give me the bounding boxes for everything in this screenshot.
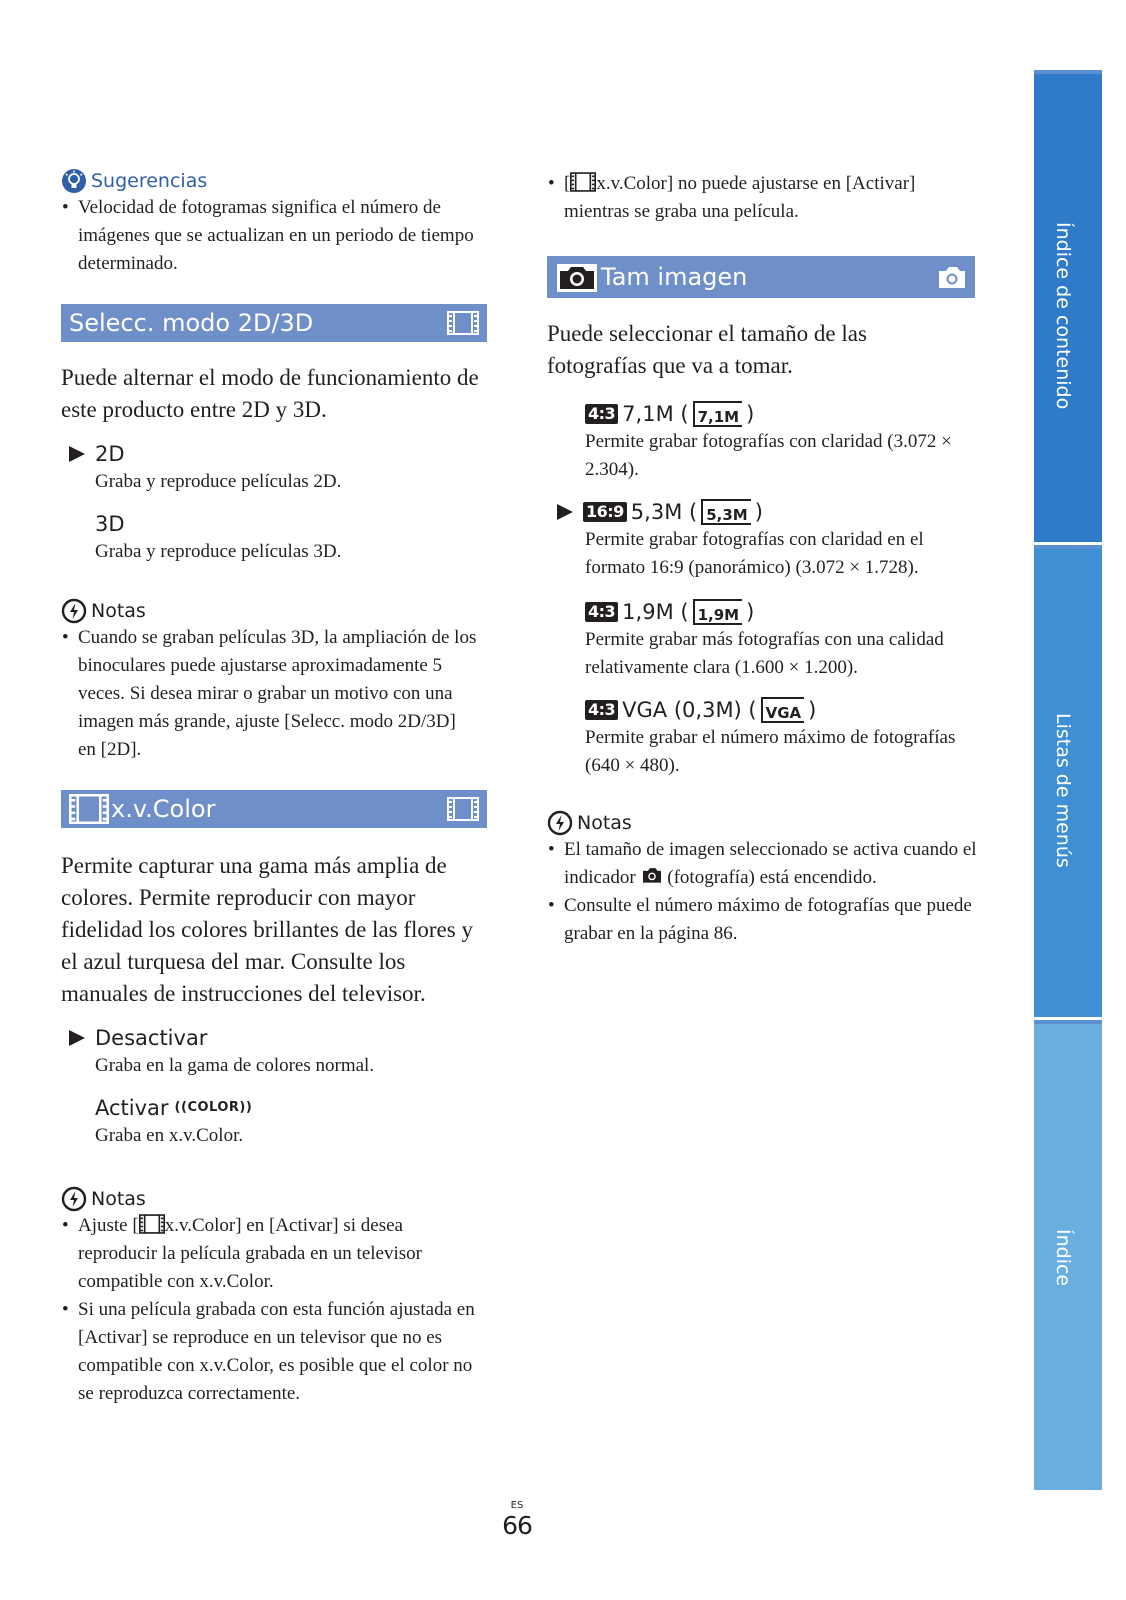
list-item <box>547 170 984 226</box>
option-label-close: ) <box>808 698 817 722</box>
tips-header <box>61 168 487 194</box>
aspect-badge: 16:9 <box>583 502 627 522</box>
option-desc: Permite grabar fotografías con claridad en el formato 16:9 (panorámico) (3.072 × 1.728). <box>585 529 924 578</box>
size-option[interactable] <box>585 598 975 682</box>
film-icon <box>447 797 479 821</box>
list-item: • Si una película grabada con esta función ajustada en [Activar] se reproduce en un televisor que no es compatible con x.v.Color, es posible que el color no se reproduzca correctamente. <box>61 1296 478 1408</box>
xvcolor-icon-label: COLOR <box>187 1100 240 1115</box>
size-option[interactable] <box>585 696 975 780</box>
section-lead: Puede seleccionar el tamaño de las fotografías que va a tomar. <box>547 321 867 378</box>
note-text: (fotografía) está encendido. <box>667 867 877 888</box>
option-desc: Permite grabar fotografías con claridad (3.072 × 2.304). <box>585 431 952 480</box>
page-lang: ES <box>510 1500 524 1511</box>
size-option-list <box>547 400 975 780</box>
size-option[interactable] <box>585 498 975 582</box>
section-title: Tam imagen <box>601 263 748 291</box>
selected-arrow-icon <box>69 446 85 462</box>
notes-icon <box>61 1186 87 1212</box>
option-desc: Graba en la gama de colores normal. <box>95 1055 375 1076</box>
option-label: 5,3M ( <box>630 500 698 524</box>
tab-label: Índice de contenido <box>1052 222 1074 410</box>
list-item: • Consulte el número máximo de fotografías que puede grabar en la página 86. <box>547 892 979 948</box>
tab-label: Índice <box>1052 1229 1074 1287</box>
section-title: Selecc. modo 2D/3D <box>69 309 314 337</box>
section-header-2d3d <box>61 304 487 342</box>
xvcolor-icon: ((COLOR)) <box>174 1100 253 1115</box>
list-item <box>61 1212 478 1296</box>
selected-arrow-icon <box>69 1030 85 1046</box>
selected-arrow-icon <box>557 504 573 520</box>
lightbulb-icon <box>61 168 87 194</box>
camera-icon <box>641 866 663 884</box>
tips-list <box>61 194 487 278</box>
note-text: Ajuste [ <box>78 1215 139 1236</box>
right-column <box>547 170 975 948</box>
left-column <box>61 168 487 1408</box>
note-text: El tamaño de imagen seleccionado se activa cuando el indicador <box>564 839 977 888</box>
camera-icon <box>937 264 967 290</box>
tips-title: Sugerencias <box>91 170 208 192</box>
option-title-row <box>585 696 975 724</box>
notes-icon <box>547 810 573 836</box>
camera-icon <box>555 261 599 293</box>
page-number-value: 66 <box>502 1511 532 1540</box>
list-item <box>547 836 979 892</box>
tab-indice[interactable] <box>1034 1020 1102 1490</box>
note-text: [ <box>564 173 571 194</box>
note-text: x.v.Color] no puede ajustarse en [Activar] mientras se graba una película. <box>564 173 916 222</box>
option-desc: Permite grabar el número máximo de fotografías (640 × 480). <box>585 727 956 776</box>
aspect-badge: 4:3 <box>585 700 618 720</box>
option-desactivar[interactable] <box>95 1024 487 1080</box>
option-label: 1,9M ( <box>622 600 689 624</box>
image-size-icon: 5,3M <box>701 499 751 525</box>
tab-indice-de-contenido[interactable] <box>1034 70 1102 542</box>
section-lead: Permite capturar una gama más amplia de colores. Permite reproducir con mayor fidelidad los colores brillantes de las flores y el azul turquesa del mar. Consulte los manuales de instrucciones del televisor. <box>61 853 473 1006</box>
option-title-row <box>585 400 975 428</box>
option-desc: Permite grabar más fotografías con una calidad relativamente clara (1.600 × 1.200). <box>585 629 944 678</box>
option-label: 7,1M ( <box>622 402 689 426</box>
option-title: 3D <box>95 512 125 536</box>
option-title-row <box>95 1094 487 1122</box>
notes-title: Notas <box>91 1188 146 1210</box>
section-header-xvcolor <box>61 790 487 828</box>
option-title: Activar <box>95 1096 169 1120</box>
tab-label: Listas de menús <box>1052 713 1074 868</box>
option-label-close: ) <box>746 402 755 426</box>
image-size-icon: 7,1M <box>693 401 743 427</box>
notes-header <box>547 810 975 836</box>
film-icon <box>139 1214 165 1234</box>
option-label-close: ) <box>754 500 763 524</box>
image-size-icon: 1,9M <box>693 599 743 625</box>
page-number <box>502 1500 532 1540</box>
aspect-badge: 4:3 <box>585 602 618 622</box>
film-icon <box>570 172 596 192</box>
notes-header <box>61 1186 487 1212</box>
notes-header <box>61 598 487 624</box>
option-title-row <box>585 598 975 626</box>
aspect-badge: 4:3 <box>585 404 618 424</box>
option-label: VGA (0,3M) ( <box>622 698 757 722</box>
notes-list <box>547 170 975 226</box>
notes-title: Notas <box>91 600 146 622</box>
option-3d[interactable] <box>95 510 487 566</box>
image-size-icon: VGA <box>761 697 805 723</box>
option-activar[interactable] <box>95 1094 487 1150</box>
option-desc: Graba y reproduce películas 2D. <box>95 471 342 492</box>
option-title: 2D <box>95 442 125 466</box>
size-option[interactable] <box>585 400 975 484</box>
list-item: • Cuando se graban películas 3D, la ampliación de los binoculares puede ajustarse aproximadamente 5 veces. Si desea mirar o grabar un motivo con una imagen más grande, ajuste [Selecc. modo 2D/3D] en [2D]. <box>61 624 478 764</box>
option-desc: Graba y reproduce películas 3D. <box>95 541 342 562</box>
notes-title: Notas <box>577 812 632 834</box>
notes-list <box>61 624 487 764</box>
option-title: Desactivar <box>95 1026 208 1050</box>
film-icon <box>447 311 479 335</box>
list-item: • Velocidad de fotogramas significa el número de imágenes que se actualizan en un periodo de tiempo determinado. <box>61 194 488 278</box>
option-2d[interactable] <box>95 440 487 496</box>
section-title: x.v.Color <box>111 795 216 823</box>
option-label-close: ) <box>746 600 755 624</box>
note-text: x.v.Color] en [Activar] si desea reproducir la película grabada en un televisor compatible con x.v.Color. <box>78 1215 422 1292</box>
section-header-tam-imagen <box>547 256 975 298</box>
section-lead: Puede alternar el modo de funcionamiento de este producto entre 2D y 3D. <box>61 365 479 422</box>
notes-list <box>61 1212 487 1408</box>
film-icon <box>69 794 109 824</box>
option-title-row <box>583 498 975 526</box>
notes-icon <box>61 598 87 624</box>
option-desc: Graba en x.v.Color. <box>95 1125 244 1146</box>
notes-list <box>547 836 975 948</box>
tab-listas-de-menus[interactable] <box>1034 545 1102 1017</box>
